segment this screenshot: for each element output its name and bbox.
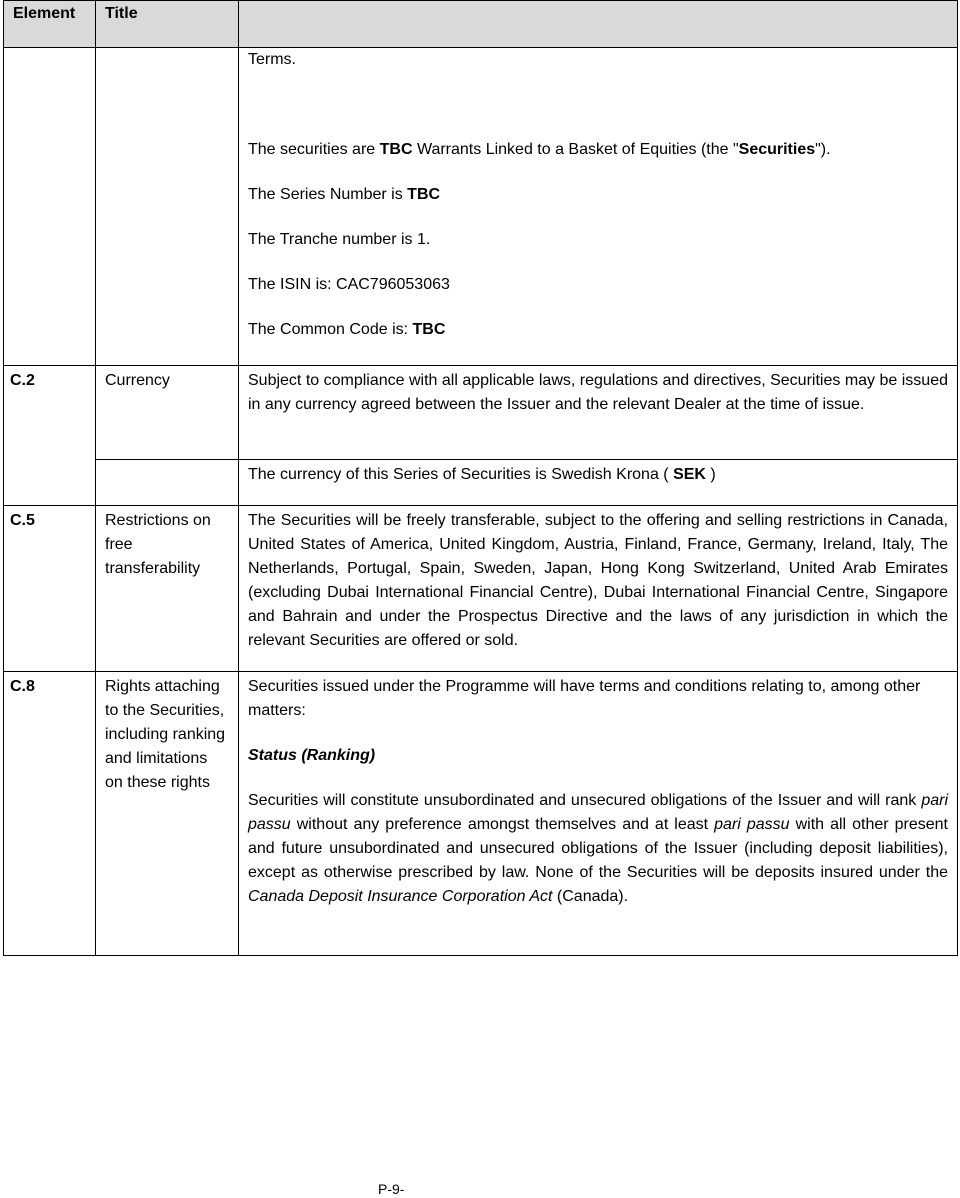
securities-text: The securities are TBC Warrants Linked to a Basket of Equities (the "Securities").	[248, 141, 831, 158]
table-row-c2-sub	[4, 460, 958, 506]
header-element: Element	[4, 1, 96, 48]
continuation-cell	[239, 48, 958, 366]
table-row-c8	[4, 672, 958, 956]
title-rights: Rights attaching to the Securities, including ranking and limitations on these rights	[105, 678, 226, 791]
header-title: Title	[96, 1, 239, 48]
rights-intro-text: Securities issued under the Programme will have terms and conditions relating to, among other matters:	[248, 678, 921, 719]
series-text: The Series Number is TBC	[248, 186, 441, 203]
restrictions-text: The Securities will be freely transferable, subject to the offering and selling restrictions in Canada, United States of America, United Kingdom, Austria, Finland, France, Germany, Ireland, Italy, The Netherlands, Portugal, Spain, Sweden, Japan, Hong Kong Switzerland, United Arab Emirates (excluding Dubai International Financial Centre), Dubai International Financial Centre, Singapore and Bahrain and under the Prospectus Directive and the laws of any jurisdiction in which the relevant Securities are offered or sold.	[248, 512, 948, 649]
currency-text: Subject to compliance with all applicable laws, regulations and directives, Securities may be issued in any currency agreed between the Issuer and the relevant Dealer at the time of issue.	[248, 372, 948, 413]
table-row-c2	[4, 366, 958, 460]
terms-text: Terms.	[248, 51, 296, 68]
element-c8: C.8	[10, 678, 35, 695]
table-row-c5	[4, 506, 958, 672]
element-c5: C.5	[10, 512, 35, 529]
title-restrictions: Restrictions on free transferability	[105, 512, 211, 577]
header-body	[239, 1, 958, 48]
isin-text: The ISIN is: CAC796053063	[248, 276, 450, 293]
page-number: P-9-	[378, 1181, 405, 1197]
common-code-text: The Common Code is: TBC	[248, 321, 446, 338]
table-header-row	[4, 1, 958, 48]
status-heading: Status (Ranking)	[248, 747, 376, 764]
element-c2: C.2	[10, 372, 35, 389]
title-currency: Currency	[105, 372, 170, 389]
status-text: Securities will constitute unsubordinated and unsecured obligations of the Issuer and will rank pari passu without any preference amongst themselves and at least pari passu with all other present and future unsubordinated and unsecured obligations of the Issuer (including deposit liabilities), except as otherwise prescribed by law. None of the Securities will be deposits insured under the Canada Deposit Insurance Corporation Act (Canada).	[248, 792, 949, 905]
table-row	[4, 48, 958, 366]
tranche-text: The Tranche number is 1.	[248, 231, 431, 248]
currency-series-text: The currency of this Series of Securities is Swedish Krona ( SEK )	[248, 466, 716, 483]
summary-table	[3, 0, 958, 956]
